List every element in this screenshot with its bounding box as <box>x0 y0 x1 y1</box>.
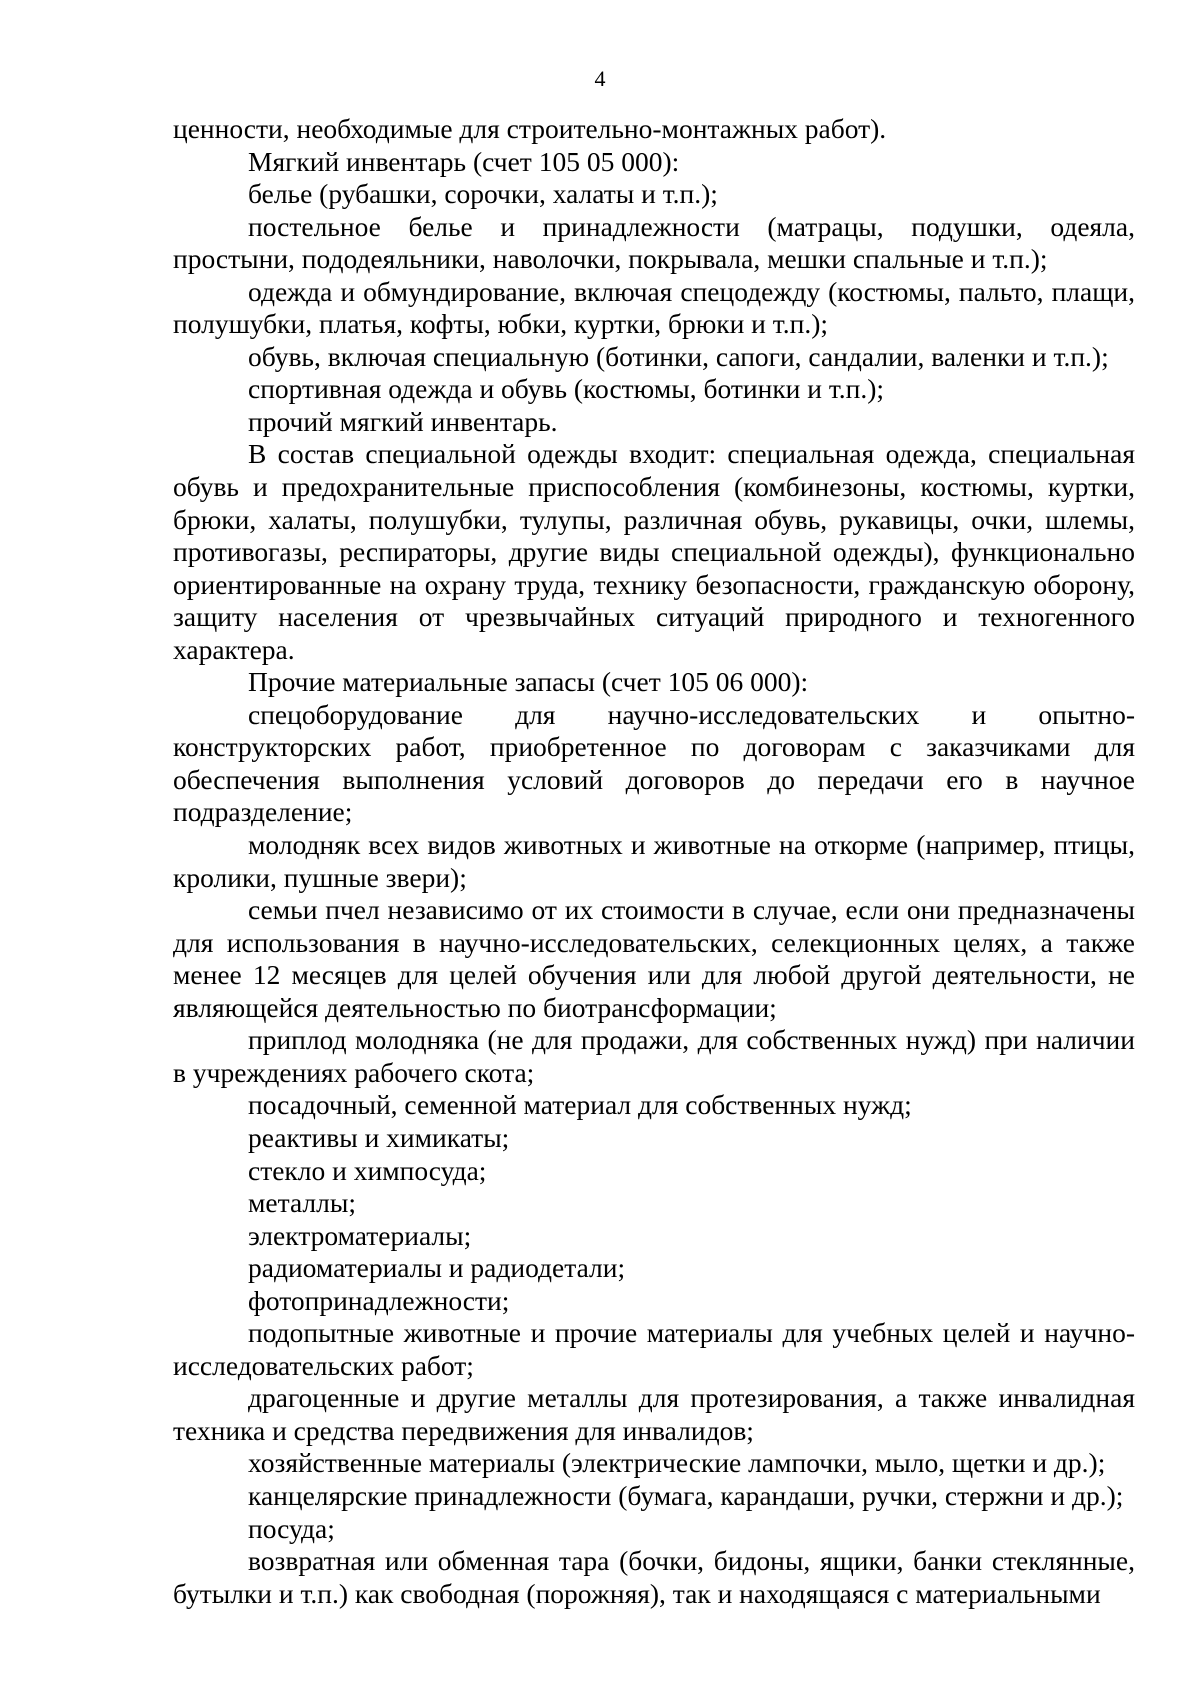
paragraph: электроматериалы; <box>248 1219 472 1251</box>
paragraph: В состав специальной одежды входит: специальная одежда, специальная обувь и предохранительные приспособления (комбинезоны, костюмы, куртки, брюки, халаты, полушубки, тулупы, различная обувь, рукавицы, очки, шлемы, противогазы, респираторы, другие виды специальной одежды), функционально ориентированные на охрану труда, технику безопасности, гражданскую оборону, защиту населения от чрезвычайных ситуаций природного и техногенного характера. <box>173 438 1135 665</box>
page-number: 4 <box>594 66 606 91</box>
paragraph: Прочие материальные запасы (счет 105 06 000): <box>248 666 809 698</box>
paragraph: прочий мягкий инвентарь. <box>248 405 558 437</box>
paragraph: фотопринадлежности; <box>248 1284 510 1316</box>
paragraph: подопытные животные и прочие материалы для учебных целей и научно-исследовательских работ; <box>173 1317 1135 1381</box>
paragraph: металлы; <box>248 1187 356 1219</box>
paragraph: радиоматериалы и радиодетали; <box>248 1252 626 1284</box>
paragraph: возвратная или обменная тара (бочки, бидоны, ящики, банки стеклянные, бутылки и т.п.) как свободная (порожняя), так и находящаяся с материальными <box>173 1545 1135 1609</box>
paragraph: посадочный, семенной материал для собственных нужд; <box>248 1089 912 1121</box>
paragraph: реактивы и химикаты; <box>248 1121 510 1153</box>
paragraph: семьи пчел независимо от их стоимости в случае, если они предназначены для использования в научно-исследовательских, селекционных целях, а также менее 12 месяцев для целей обучения или для любой другой деятельности, не являющейся деятельностью по биотрансформации; <box>173 894 1135 1023</box>
paragraph: приплод молодняка (не для продажи, для собственных нужд) при наличии в учреждениях рабочего скота; <box>173 1024 1135 1088</box>
paragraph: спортивная одежда и обувь (костюмы, ботинки и т.п.); <box>248 373 885 405</box>
paragraph: хозяйственные материалы (электрические лампочки, мыло, щетки и др.); <box>248 1447 1106 1479</box>
paragraph: Мягкий инвентарь (счет 105 05 000): <box>248 145 680 177</box>
paragraph: канцелярские принадлежности (бумага, карандаши, ручки, стержни и др.); <box>248 1479 1124 1511</box>
paragraph: посуда; <box>248 1512 335 1544</box>
paragraph: белье (рубашки, сорочки, халаты и т.п.); <box>248 178 718 210</box>
paragraph: одежда и обмундирование, включая спецодежду (костюмы, пальто, плащи, полушубки, платья, кофты, юбки, куртки, брюки и т.п.); <box>173 275 1135 340</box>
paragraph: спецоборудование для научно-исследовательских и опытно-конструкторских работ, приобретенное по договорам с заказчиками для обеспечения выполнения условий договоров до передачи его в научное подразделение; <box>173 698 1135 828</box>
paragraph: обувь, включая специальную (ботинки, сапоги, сандалии, валенки и т.п.); <box>248 340 1109 372</box>
paragraph: драгоценные и другие металлы для протезирования, а также инвалидная техника и средства передвижения для инвалидов; <box>173 1382 1135 1446</box>
document-body <box>173 113 1135 1610</box>
paragraph: молодняк всех видов животных и животные на откорме (например, птицы, кролики, пушные звери); <box>173 829 1135 893</box>
paragraph: ценности, необходимые для строительно-монтажных работ). <box>173 113 887 144</box>
paragraph: стекло и химпосуда; <box>248 1154 487 1186</box>
paragraph: постельное белье и принадлежности (матрацы, подушки, одеяла, простыни, пододеяльники, наволочки, покрывала, мешки спальные и т.п.); <box>173 210 1135 275</box>
